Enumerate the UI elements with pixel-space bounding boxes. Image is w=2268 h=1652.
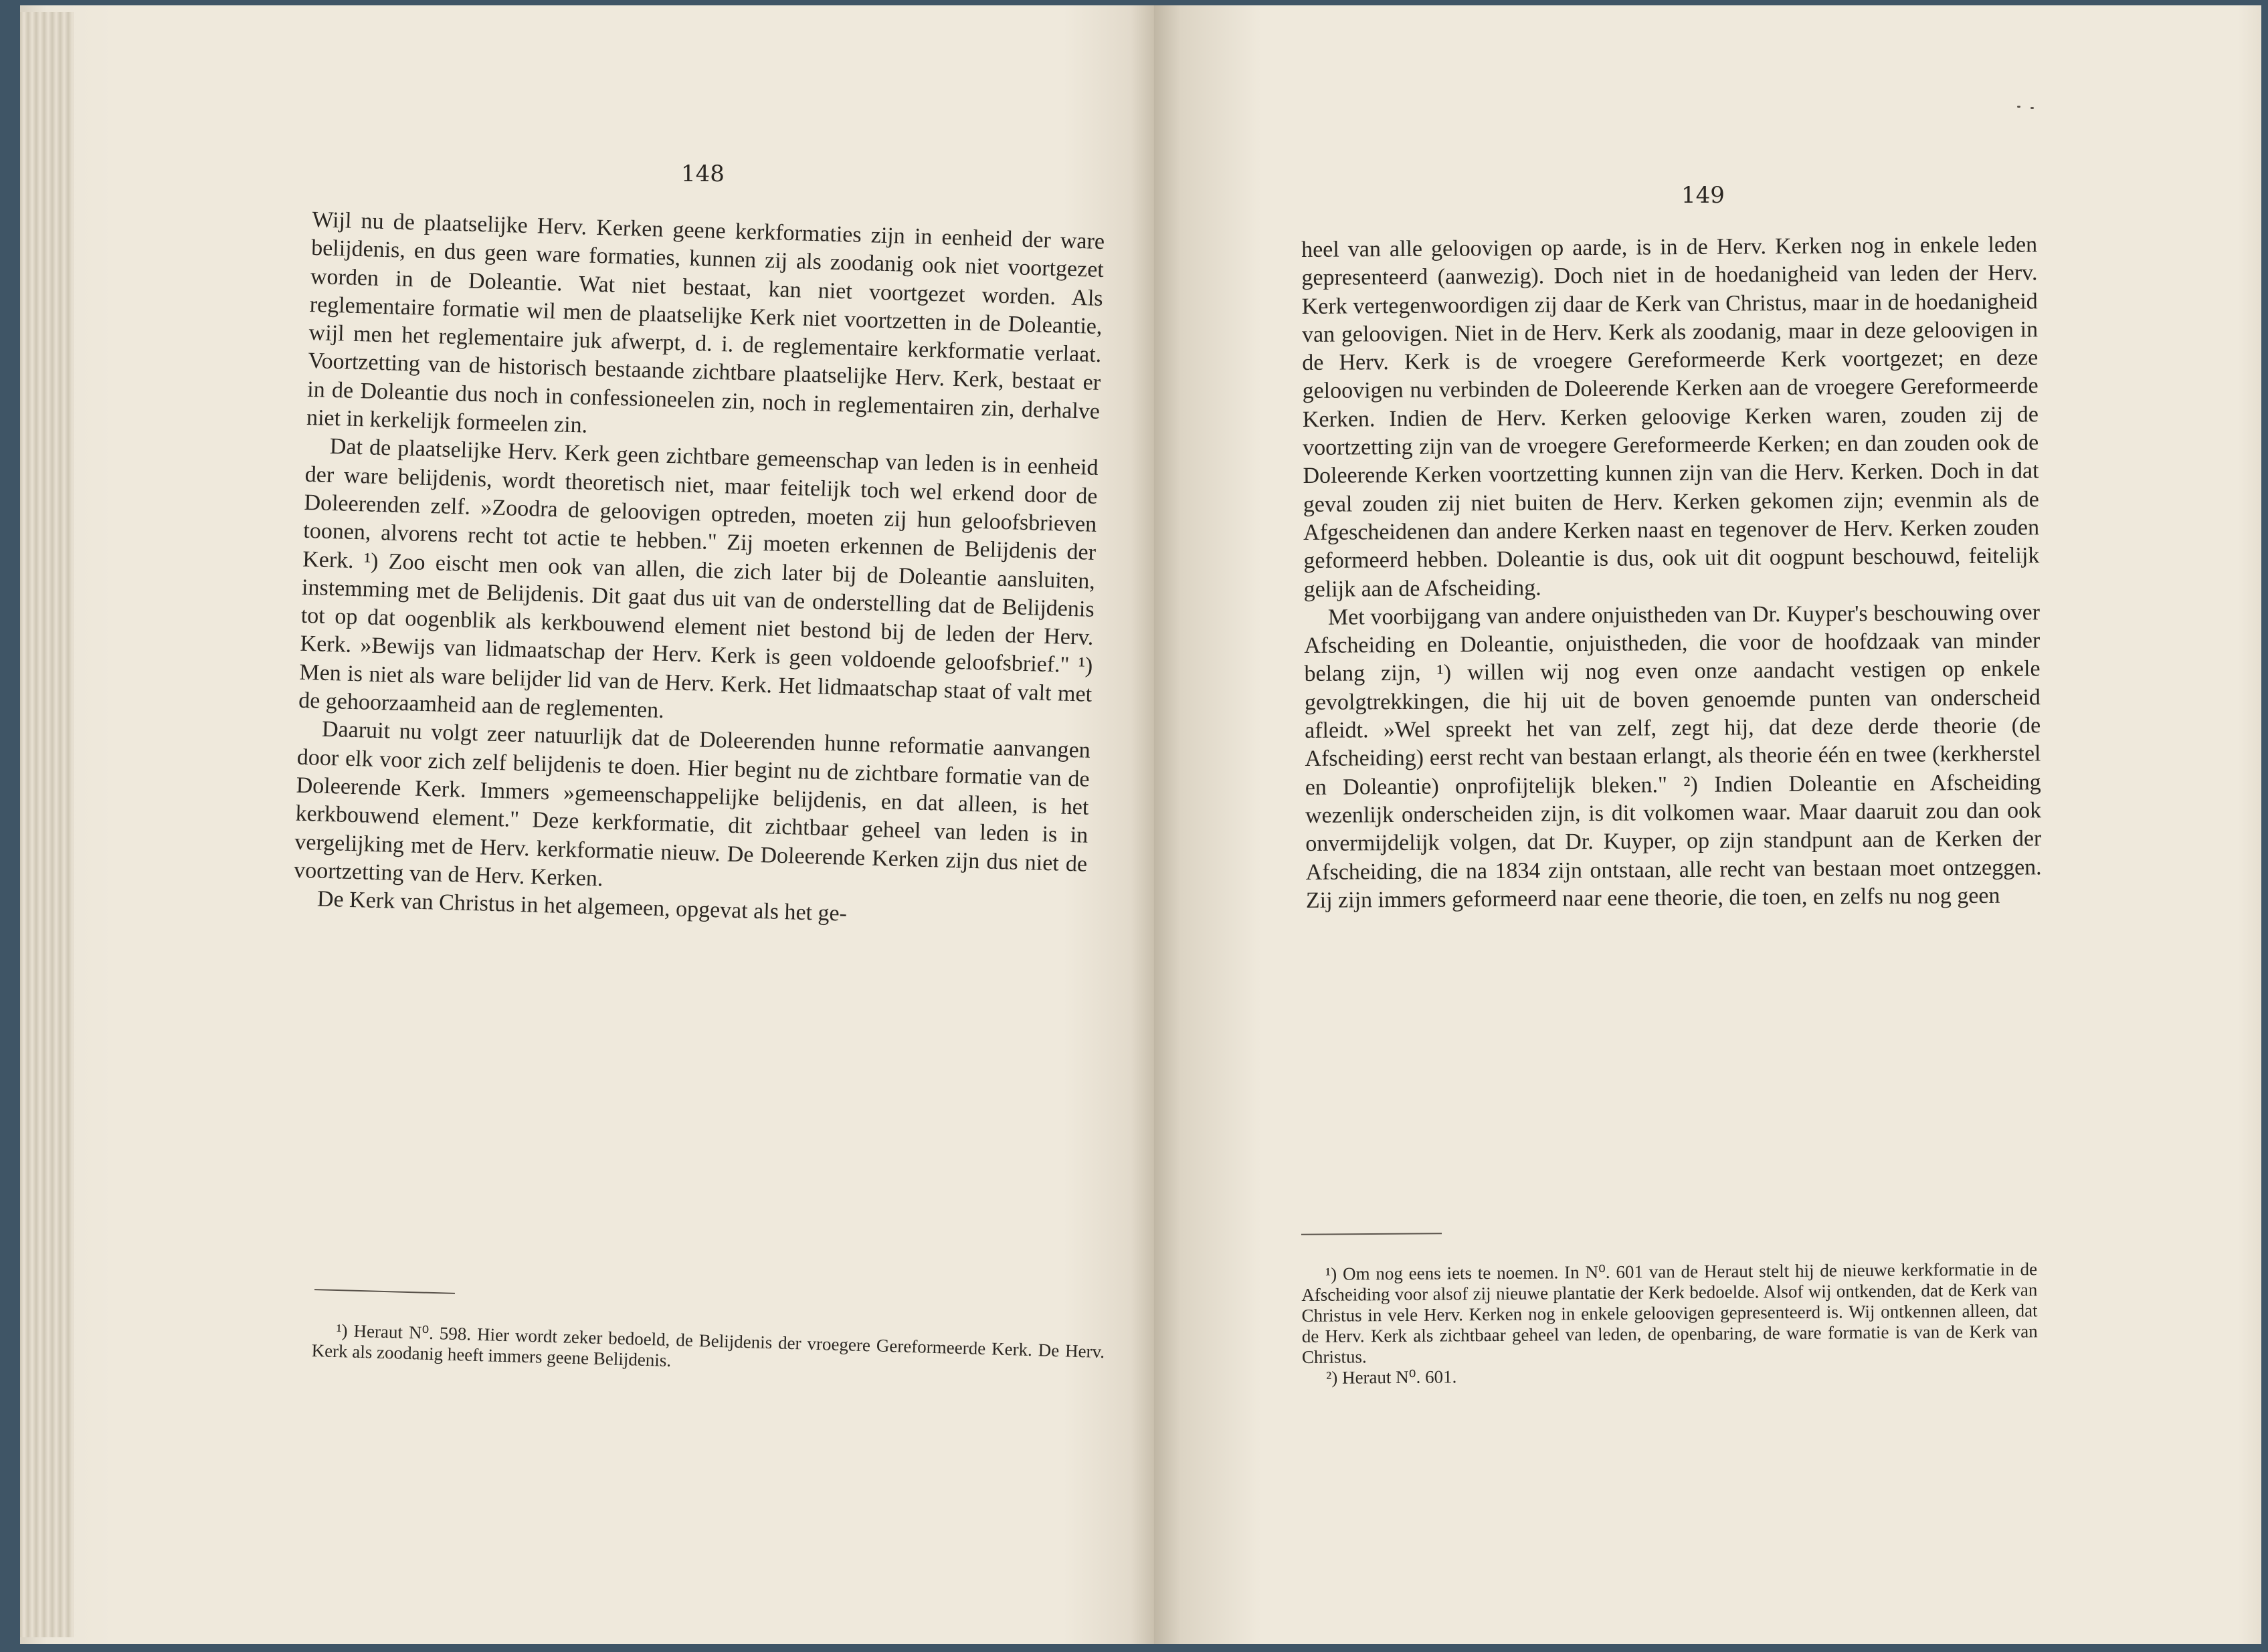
paragraph: Daaruit nu volgt zeer natuurlijk dat de Doleerenden hunne reformatie aanvangen door elk voor zich zelf belijdenis te doen. Hier begint nu de zichtbare formatie van de Doleerende Kerk. Immers »gemeenschappelijke belijdenis, en dat alleen, is het kerkbouwend element." Deze kerkformatie, dit zichtbaar geheel van leden is in vergelijking met de Herv. kerkformatie nieuw. De Doleerende Kerken zijn dus niet de voortzetting van de Herv. Kerken.	[293, 717, 1091, 892]
footnote-rule	[314, 1289, 455, 1294]
right-page-body	[1301, 231, 2042, 915]
page-edges	[20, 12, 74, 1637]
paragraph: Wijl nu de plaatselijke Herv. Kerken geene kerkformaties zijn in eenheid der ware belijdenis, en dus geen ware formaties, kunnen zij als zoodanig ook niet voortgezet worden in de Doleantie. Wat niet bestaat, kan niet voortgezet worden. Als reglementaire formatie wil men de plaatselijke Kerk niet voortzetten in de Doleantie, wijl men het reglementaire juk afwerpt, d. i. de reglementaire kerkformatie verlaat. Voortzetting van de historisch bestaande zichtbare plaatselijke Herv. Kerk, bestaat er in de Doleantie dus noch in confessioneelen zin, noch in reglementairen zin, derhalve niet in kerkelijk formeelen zin.	[306, 207, 1105, 438]
right-page-footnotes	[1301, 1259, 2038, 1388]
right-page	[1154, 5, 2261, 1644]
open-book	[20, 5, 2261, 1644]
left-page-body	[292, 206, 1105, 935]
footnote: ²) Heraut N⁰. 601.	[1326, 1366, 1457, 1388]
paragraph: De Kerk van Christus in het algemeen, opgevat als het ge-	[316, 886, 848, 926]
paper-speck	[2030, 107, 2034, 109]
footnote: ¹) Om nog eens iets te noemen. In N⁰. 601 van de Heraut stelt hij de nieuwe kerkformatie in de Afscheiding voor alsof zij nieuwe plantatie der Kerk bedoelde. Alsof wij ontkenden, dat de Kerk van Christus in vele Herv. Kerken nog in enkele geloovigen gepresenteerd is. Wij ontkennen alleen, dat de Herv. Kerk als zichtbaar geheel van leden, de openbaring, de ware formatie is van de Kerk van Christus.	[1301, 1259, 2038, 1367]
page-number-right: 149	[1681, 182, 1725, 209]
paragraph: heel van alle geloovigen op aarde, is in de Herv. Kerken nog in enkele leden gepresenteerd (aanwezig). Doch niet in de hoedanigheid van leden der Herv. Kerk vertegenwoordigen zij daar de Kerk van Christus, maar in de hoedanigheid van geloovigen. Niet in de Herv. Kerk als zoodanig, maar in deze geloovigen in de Herv. Kerk is de vroegere Gereformeerde Kerk voortgezet; en deze geloovigen nu verbinden de Doleerende Kerken aan de vroegere Gereformeerde Kerken. Indien de Herv. Kerken geloovige Kerken waren, zouden zij de voortzetting zijn van de vroegere Gereformeerde Kerken; en dan zouden ook de Doleerende Kerken voortzetting kunnen zijn van die Herv. Kerken. Doch in dat geval zouden zij niet buiten de Herv. Kerken gekomen zijn; evenmin als de Afgescheidenen dan andere Kerken naast en tegenover de Herv. Kerken zouden geformeerd hebben. Doleantie is dus, ook uit dit oogpunt beschouwd, feitelijk gelijk aan de Afscheiding.	[1301, 232, 2040, 602]
left-page-footnotes	[311, 1320, 1105, 1383]
left-page	[20, 5, 1154, 1644]
footnote-rule	[1301, 1233, 1442, 1235]
paragraph: Dat de plaatselijke Herv. Kerk geen zichtbare gemeenschap van leden is in eenheid der ware belijdenis, wordt theoretisch niet, maar feitelijk toch wel erkend door de Doleerenden zelf. »Zoodra de geloovigen optreden, moeten zij hun geloofsbrieven toonen, alvorens recht tot actie te hebben." Zij moeten erkennen de Belijdenis der Kerk. ¹) Zoo eischt men ook van allen, die zich later bij de Doleantie aansluiten, instemming met de Belijdenis. Dit gaat dus uit van de onderstelling dat de Belijdenis tot op dat oogenblik als kerkbouwend element niet bestond bij de leden der Herv. Kerk. »Bewijs van lidmaatschap der Herv. Kerk is geen voldoende geloofsbrief." ¹) Men is niet als ware belijder lid van de Herv. Kerk. Het lidmaatschap staat of valt met de gehoorzaamheid aan de reglementen.	[298, 434, 1099, 724]
page-number-left: 148	[681, 161, 725, 187]
paper-speck	[2017, 106, 2020, 108]
paragraph: Met voorbijgang van andere onjuistheden van Dr. Kuyper's beschouwing over Afscheiding en Doleantie, onjuistheden, die voor de hoofdzaak van minder belang zijn, ¹) willen wij nog even onze aandacht vestigen op enkele gevolgtrekkingen, die hij uit de boven genoemde punten van onderscheid afleidt. »Wel spreekt het van zelf, zegt hij, dat deze derde theorie (de Afscheiding) eerst recht van bestaan erlangt, als theorie één en twee (kerkherstel en Doleantie) onprofijtelijk bleken." ²) Indien Doleantie en Afscheiding wezenlijk onderscheiden zijn, is dit volkomen waar. Maar daaruit zou dan ook onvermijdelijk volgen, dat Dr. Kuyper, op zijn standpunt aan de Kerken der Afscheiding, die na 1834 zijn ontstaan, alle recht van bestaan moet ontzeggen. Zij zijn immers geformeerd naar eene theorie, die toen, en zelfs nu nog geen	[1304, 600, 2042, 913]
footnote: ¹) Heraut N⁰. 598. Hier wordt zeker bedoeld, de Belijdenis der vroegere Gereformeerde Kerk. De Herv. Kerk als zoodanig heeft immers geene Belijdenis.	[311, 1320, 1105, 1370]
